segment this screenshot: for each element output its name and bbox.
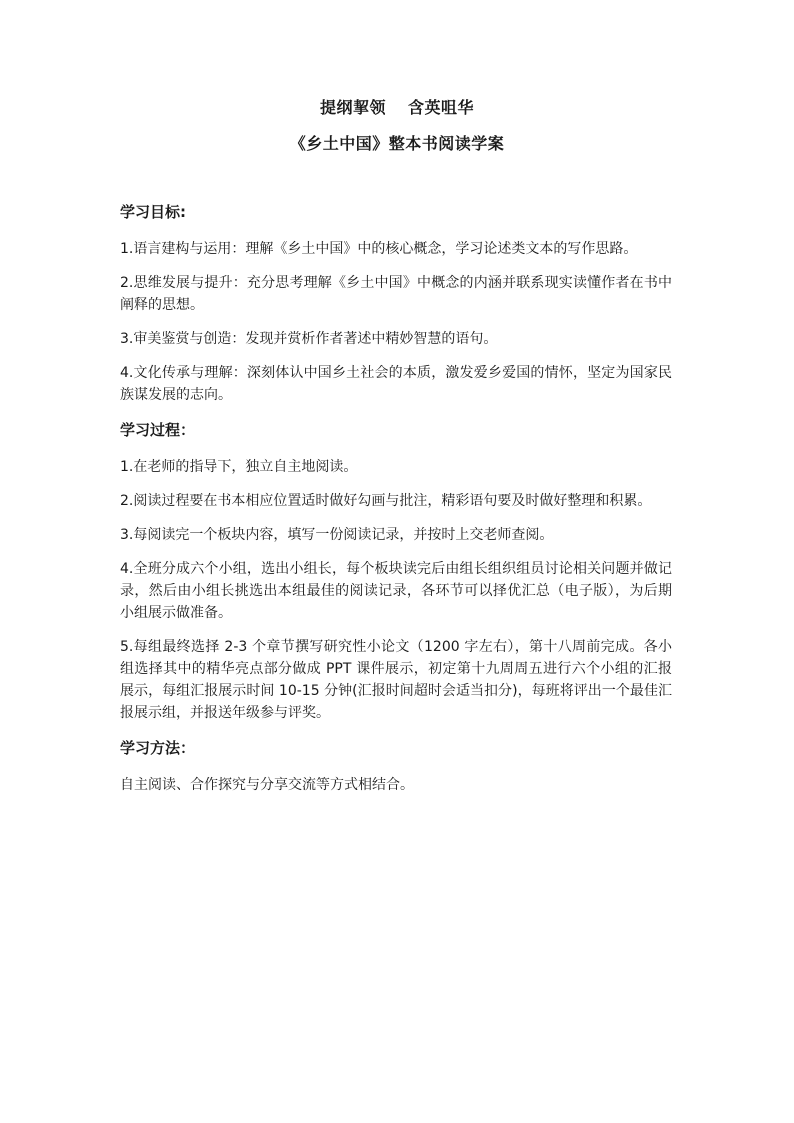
subtitle: 《乡土中国》整本书阅读学案	[289, 134, 505, 153]
objective-item-2: 2.思维发展与提升：充分思考理解《乡土中国》中概念的内涵并联系现实读懂作者在书中阐释的思想。	[120, 275, 672, 313]
main-title-part1: 提纲挈领	[319, 98, 386, 117]
objectives-heading: 学习目标:	[120, 203, 186, 221]
process-item-4: 4.全班分成六个小组，选出小组长，每个板块读完后由组长组织组员讨论相关问题并做记录，然后由小组长挑选出本组最佳的阅读记录，各环节可以择优汇总（电子版），为后期小组展示做准备。	[120, 561, 672, 621]
process-item-2: 2.阅读过程要在书本相应位置适时做好勾画与批注，精彩语句要及时做好整理和积累。	[120, 493, 652, 509]
main-title-part2: 含英咀华	[408, 98, 475, 117]
process-heading: 学习过程：	[120, 421, 196, 439]
process-item-1: 1.在老师的指导下，独立自主地阅读。	[120, 459, 358, 475]
main-title	[0, 95, 794, 118]
method-heading: 学习方法：	[120, 739, 196, 757]
process-item-5: 5.每组最终选择 2-3 个章节撰写研究性小论文（1200 字左右），第十八周前完成。各小组选择其中的精华亮点部分做成 PPT 课件展示，初定第十九周周五进行六个小组的汇报展示，每组汇报展示时间 10-15 分钟(汇报时间超时会适当扣分)，每班将评出一个最佳汇报展示组，并报送年级参与评奖。	[120, 639, 672, 721]
method-text: 自主阅读、合作探究与分享交流等方式相结合。	[120, 777, 414, 793]
objective-item-3: 3.审美鉴赏与创造：发现并赏析作者著述中精妙智慧的语句。	[120, 331, 498, 347]
objective-item-1: 1.语言建构与运用：理解《乡土中国》中的核心概念，学习论述类文本的写作思路。	[120, 241, 638, 257]
process-item-3: 3.每阅读完一个板块内容，填写一份阅读记录，并按时上交老师查阅。	[120, 527, 554, 543]
objective-item-4: 4.文化传承与理解：深刻体认中国乡土社会的本质，激发爱乡爱国的情怀，坚定为国家民族谋发展的志向。	[120, 365, 672, 403]
document-body	[120, 200, 672, 808]
